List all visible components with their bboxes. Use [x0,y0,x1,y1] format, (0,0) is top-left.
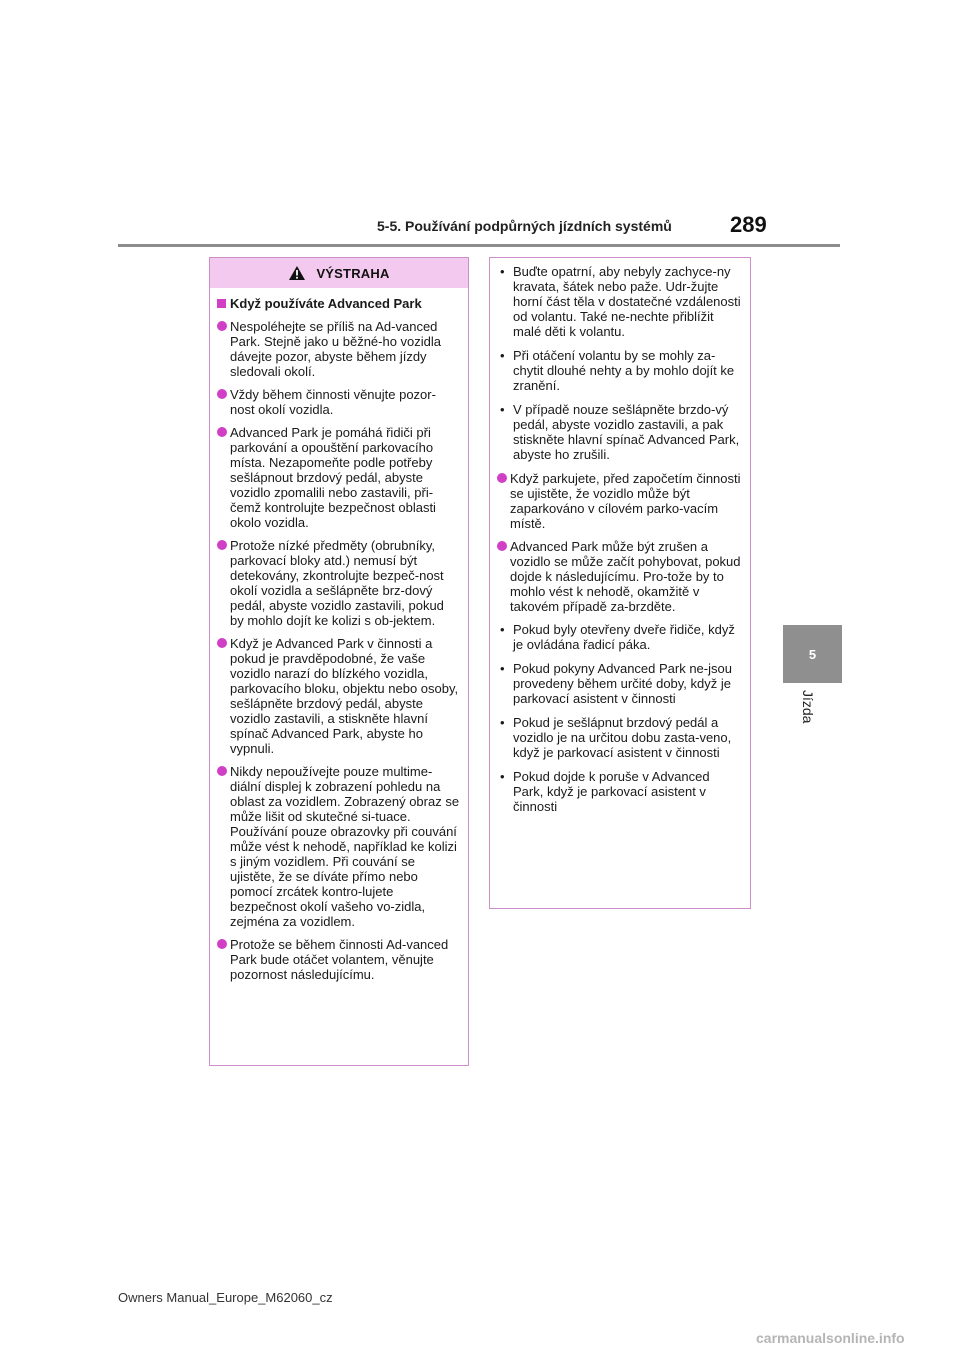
list-item-text: Když parkujete, před započetím činnosti se ujistěte, že vozidlo může být zaparkováno v cílovém parko-vacím místě. [510,471,741,531]
sub-list-item [497,402,742,462]
dot-bullet-icon [217,389,227,399]
warning-title: VÝSTRAHA [316,265,390,281]
chapter-number: 5 [808,646,817,662]
sub-list-item-text: V případě nouze sešlápněte brzdo-vý pedál, abyste vozidlo zastavili, a pak stiskněte hlavní spínač Advanced Park, abyste ho zrušili. [513,402,740,462]
list-item-text: Advanced Park může být zrušen a vozidlo se může začít pohybovat, pokud dojde k následujícímu. Pro-tože by to mohlo vést k nehodě, okamžitě v takovém případě za-brzděte. [510,539,741,614]
sub-list-item-text: Pokud dojde k poruše v Advanced Park, když je parkovací asistent v činnosti [513,769,710,814]
warning-body-left [210,288,468,982]
dot-bullet-icon [217,939,227,949]
bullet-mark: • [500,402,505,417]
bullet-mark: • [500,769,505,784]
dot-bullet-icon [497,473,507,483]
list-item [217,538,460,628]
sub-list-item-text: Pokud pokyny Advanced Park ne-jsou provedeny během určité doby, když je parkovací asistent v činnosti [513,661,732,706]
dot-bullet-icon [217,766,227,776]
dot-bullet-icon [217,321,227,331]
list-item [217,937,460,982]
sub-list-item-text: Pokud je sešlápnut brzdový pedál a vozidlo je na určitou dobu zasta-veno, když je parkovací asistent v činnosti [513,715,732,760]
sub-list-item [497,348,742,393]
bullet-mark: • [500,715,505,730]
section-title: 5-5. Používání podpůrných jízdních systémů [377,218,672,234]
warning-box-right [489,257,751,909]
page-number: 289 [730,212,767,237]
sub-list-item [497,715,742,760]
bullet-mark: • [500,348,505,363]
warning-triangle-icon [288,265,306,281]
list-item [217,387,460,417]
list-item-text: Když je Advanced Park v činnosti a pokud je pravděpodobné, že vaše vozidlo narazí do blízkého vozidla, parkovacího bloku, objektu nebo osoby, sešlápněte brzdový pedál, abyste vozidlo zastavili, a stiskněte hlavní spínač Advanced Park, abyste ho vypnuli. [230,636,459,756]
section-heading [217,296,460,311]
list-item-text: Vždy během činnosti věnujte pozor-nost okolí vozidla. [230,387,436,417]
chapter-tab [783,625,842,683]
list-item [497,539,742,614]
footer-text: Owners Manual_Europe_M62060_cz [118,1290,333,1305]
chapter-label: Jízda [800,690,816,724]
list-item-text: Nespoléhejte se příliš na Ad-vanced Park. Stejně jako u běžné-ho vozidla dávejte pozor, abyste během jízdy sledovali okolí. [230,319,442,379]
sub-list-item-text: Buďte opatrní, aby nebyly zachyce-ny kravata, šátek nebo paže. Udr-žujte horní část těla v dostatečné vzdálenosti od volantu. Také ne-nechte přiblížit malé děti k volantu. [513,264,741,339]
watermark: carmanualsonline.info [756,1330,905,1346]
sub-list-item [497,622,742,652]
list-item-text: Nikdy nepoužívejte pouze multime-diální displej k zobrazení pohledu na oblast za vozidlem. Zobrazený obraz se může lišit od skutečné si-tuace. Používání pouze obrazovky při couvání může vést k nehodě, například ke kolizi s jiným vozidlem. Při couvání se ujistěte, že se díváte přímo nebo pomocí zrcátek kontro-lujete bezpečnost okolí vašeho vo-zidla, zejména za vozidlem. [230,764,460,929]
header-rule [118,244,840,247]
bullet-mark: • [500,622,505,637]
warning-body-right [490,258,750,814]
list-item-text: Protože nízké předměty (obrubníky, parkovací bloky atd.) nemusí být detekovány, zkontrolujte bezpeč-nost okolí vozidla a sešlápněte brz-dový pedál, abyste vozidlo zastavili, pokud by mohlo dojít ke kolizi s ob-jektem. [230,538,444,628]
square-bullet-icon [217,299,226,308]
list-item [217,764,460,929]
sub-list-item-text: Pokud byly otevřeny dveře řidiče, když je ovládána řadicí páka. [513,622,735,652]
section-heading-text: Když používáte Advanced Park [230,296,422,311]
bullet-mark: • [500,264,505,279]
list-item [217,319,460,379]
list-item-text: Advanced Park je pomáhá řidiči při parkování a opouštění parkovacího místa. Nezapomeňte podle potřeby sešlápnout brzdový pedál, abyste vozidlo zpomalili nebo zastavili, při-čemž kontrolujte bezpečnost oblasti okolo vozidla. [230,425,436,530]
sub-list-item-text: Při otáčení volantu by se mohly za-chytit dlouhé nehty a by mohlo dojít ke zranění. [513,348,735,393]
list-item [217,425,460,530]
dot-bullet-icon [217,540,227,550]
list-item [217,636,460,756]
sub-list-item [497,264,742,339]
sub-list-item [497,769,742,814]
sub-list-item [497,661,742,706]
bullet-mark: • [500,661,505,676]
warning-header [210,258,468,288]
dot-bullet-icon [497,541,507,551]
warning-box-left [209,257,469,1066]
list-item-text: Protože se během činnosti Ad-vanced Park bude otáčet volantem, věnujte pozornost následujícímu. [230,937,449,982]
list-item [497,471,742,531]
dot-bullet-icon [217,638,227,648]
dot-bullet-icon [217,427,227,437]
